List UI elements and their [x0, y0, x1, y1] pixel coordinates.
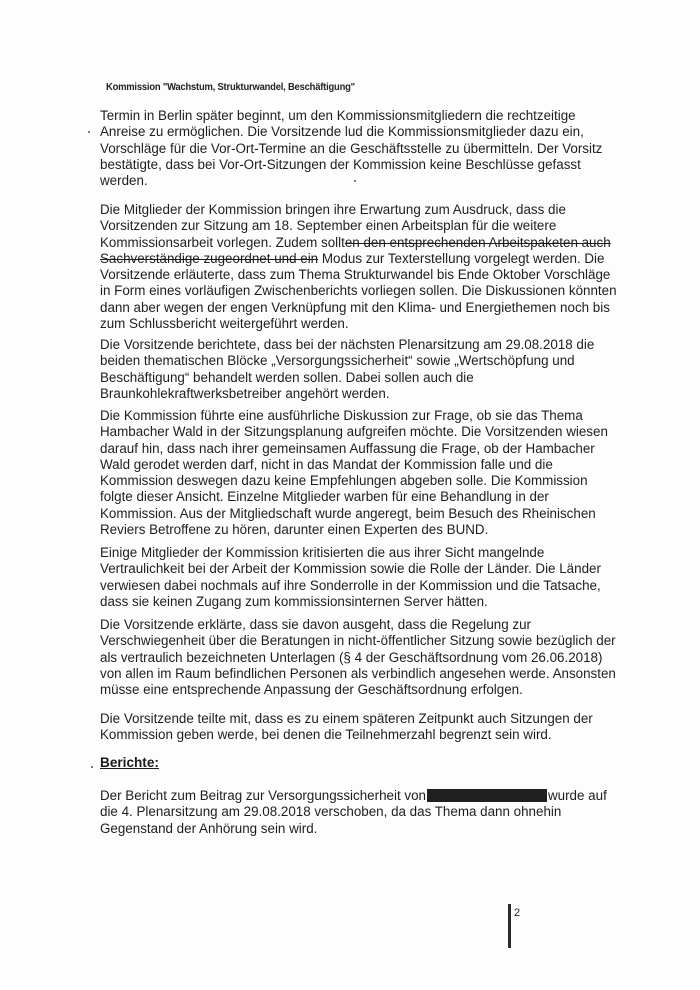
- text-line: bestätigte, dass bei Vor-Ort-Sitzungen der Kommission keine Beschlüsse gefasst: [100, 156, 581, 172]
- text-line: Kommission geben werde, bei denen die Teilnehmerzahl begrenzt sein wird.: [100, 727, 552, 743]
- text-line: Wald gerodet werden darf, nicht in das Mandat der Kommission falle und die: [100, 456, 553, 472]
- text-line: Anreise zu ermöglichen. Die Vorsitzende lud die Kommissionsmitglieder dazu ein,: [100, 124, 584, 140]
- text-line: [100, 788, 620, 804]
- text-line: als vertraulich bezeichneten Unterlagen (§ 4 der Geschäftsordnung vom 26.06.2018): [100, 649, 603, 665]
- paragraph-8: [100, 788, 620, 837]
- text-line: zum Schlussbericht weitergeführt werden.: [100, 316, 349, 332]
- text-line: Hambacher Wald in der Sitzungsplanung aufgreifen möchte. Die Vorsitzenden wiesen: [100, 424, 608, 440]
- text-fragment: Kommissionsarbeit vorlegen. Zudem sollt: [100, 234, 345, 250]
- text-line: folgte dieser Ansicht. Einzelne Mitglieder warben für eine Behandlung in der: [100, 489, 549, 505]
- text-line: darauf hin, dass nach ihrer gemeinsamen Auffassung die Frage, ob der Hambacher: [100, 440, 595, 456]
- text-line: Vorschläge für die Vor-Ort-Termine an die Geschäftsstelle zu übermitteln. Der Vorsitz: [100, 140, 603, 156]
- document-header-title: Kommission "Wachstum, Strukturwandel, Beschäftigung": [106, 82, 355, 93]
- section-heading-berichte: Berichte:: [100, 755, 159, 770]
- scan-speck: [354, 180, 356, 182]
- paragraph-1: [100, 108, 620, 189]
- text-fragment: Der Bericht zum Beitrag zur Versorgungssicherheit von: [100, 788, 426, 803]
- struck-text: en den entsprechenden Arbeitspaketen auch: [344, 234, 611, 250]
- text-line: dass sie keinen Zugang zum kommissionsinternen Server hätten.: [100, 593, 488, 609]
- paragraph-6: [100, 617, 620, 698]
- text-line: Kommission deswegen dazu keine Empfehlungen abgeben solle. Die Kommission: [100, 473, 588, 489]
- text-line: von allen im Raum befindlichen Personen als verbindlich angesehen werde. Ansonsten: [100, 665, 616, 681]
- text-line: in Form eines vorläufigen Zwischenberichts vorliegen sollen. Die Diskussionen könnten: [100, 283, 617, 299]
- paragraph-3: [100, 337, 620, 402]
- text-line: werden.: [100, 173, 148, 189]
- struck-text: Sachverständige zugeordnet und ein: [100, 250, 319, 266]
- text-line: Verschwiegenheit über die Beratungen in nicht-öffentlicher Sitzung sowie bezüglich der: [100, 633, 616, 649]
- text-line: Die Vorsitzende teilte mit, dass es zu einem späteren Zeitpunkt auch Sitzungen der: [100, 711, 593, 726]
- text-line: dann aber wegen der engen Verknüpfung mit den Klima- und Energiethemen noch bis: [100, 299, 610, 315]
- text-line: Die Mitglieder der Kommission bringen ihre Erwartung zum Ausdruck, dass die: [100, 202, 566, 217]
- text-line: [100, 251, 620, 267]
- text-line: Die Kommission führte eine ausführliche Diskussion zur Frage, ob sie das Thema: [100, 408, 583, 423]
- page-number: 2: [514, 907, 521, 919]
- text-line: Die Vorsitzende erklärte, dass sie davon ausgeht, dass die Regelung zur: [100, 617, 531, 632]
- paragraph-4: [100, 408, 620, 538]
- text-line: Braunkohlekraftwerksbetreiber angehört werden.: [100, 385, 390, 401]
- text-line: Termin in Berlin später beginnt, um den Kommissionsmitgliedern die rechtzeitige: [100, 108, 576, 123]
- text-line: verwiesen dabei nochmals auf ihre Sonderrolle in der Kommission und die Tatsache,: [100, 577, 601, 593]
- text-line: müsse eine entsprechende Anpassung der Geschäftsordnung erfolgen.: [100, 682, 523, 698]
- text-line: Reviers Betroffene zu hören, darunter einen Experten des BUND.: [100, 522, 489, 538]
- scan-speck: [88, 131, 90, 133]
- paragraph-2: [100, 202, 620, 332]
- text-line: Beschäftigung“ behandelt werden sollen. Dabei sollen auch die: [100, 369, 474, 385]
- text-line: Die Vorsitzende berichtete, dass bei der nächsten Plenarsitzung am 29.08.2018 die: [100, 337, 595, 352]
- text-line: Einige Mitglieder der Kommission kritisierten die aus ihrer Sicht mangelnde: [100, 545, 545, 560]
- text-line: Vertraulichkeit bei der Arbeit der Kommission sowie die Rolle der Länder. Die Länder: [100, 561, 601, 577]
- scan-speck: [91, 766, 93, 768]
- paragraph-5: [100, 545, 620, 610]
- paragraph-7: [100, 711, 620, 744]
- text-fragment: Modus zur Texterstellung vorgelegt werden. Die: [318, 250, 605, 266]
- text-line: die 4. Plenarsitzung am 29.08.2018 verschoben, da das Thema dann ohnehin: [100, 804, 562, 820]
- text-line: Vorsitzende erläuterte, dass zum Thema Strukturwandel bis Ende Oktober Vorschläge: [100, 267, 611, 283]
- text-line: Vorsitzenden zur Sitzung am 18. September einen Arbeitsplan für die weitere: [100, 218, 557, 234]
- text-fragment: wurde auf: [547, 788, 607, 803]
- text-line: Gegenstand der Anhörung sein wird.: [100, 820, 318, 836]
- margin-bar: [508, 904, 511, 948]
- text-line: Kommission. Aus der Mitgliedschaft wurde angeregt, beim Besuch des Rheinischen: [100, 505, 596, 521]
- text-line: [100, 235, 620, 251]
- redaction-block: [427, 789, 547, 802]
- text-line: beiden thematischen Blöcke „Versorgungssicherheit“ sowie „Wertschöpfung und: [100, 353, 575, 369]
